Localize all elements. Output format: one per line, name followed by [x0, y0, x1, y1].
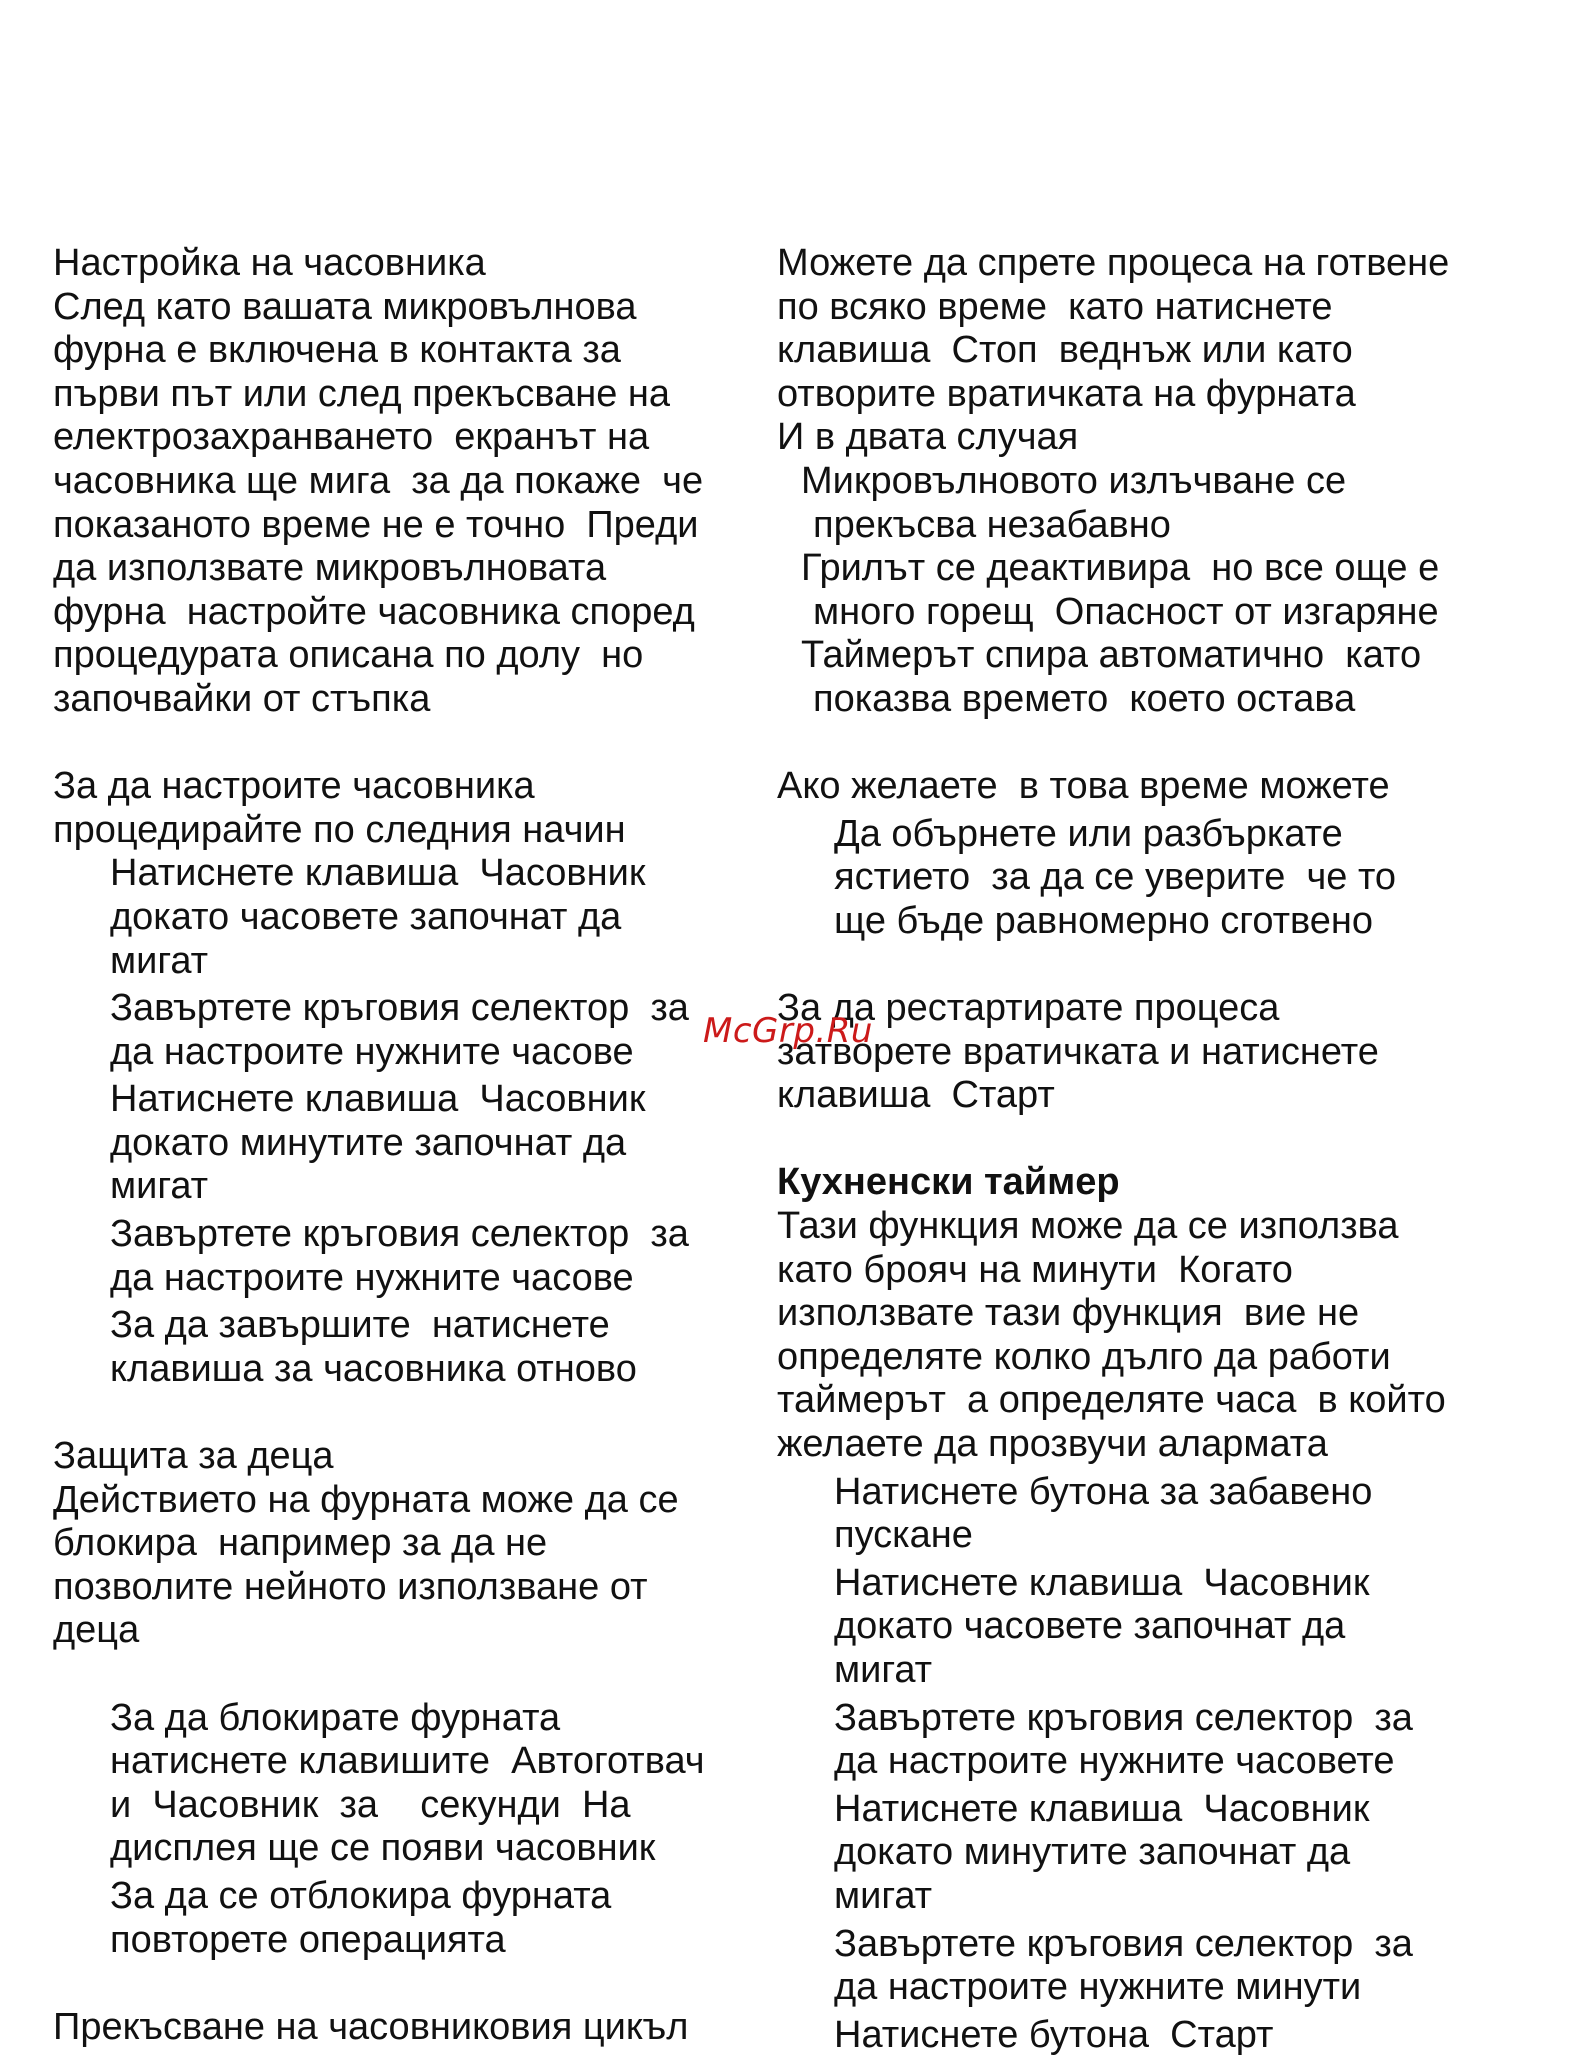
list-item: Микровълновото излъчване се прекъсва незабавно: [801, 459, 1347, 546]
child-lock-steps-list: [53, 1697, 753, 1963]
list-item: Завъртете кръговия селектор за да настроите нужните часове: [110, 987, 689, 1073]
kitchen-timer-heading: Кухненски таймер: [777, 1161, 1120, 1204]
kitchen-timer-paragraph: Тази функция може да се използва като брояч на минути Когато използвате тази функция вие не определяте колко дълго да работи таймерът а определяте часа в който желаете да прозвучи алармата: [777, 1205, 1446, 1466]
list-item: Натиснете клавиша Часовник докато часовете започнат да мигат: [110, 852, 646, 982]
clock-procedure-intro: За да настроите часовника процедирайте по следния начин: [53, 765, 626, 851]
list-item: Натиснете клавиша Часовник докато часовете започнат да мигат: [834, 1561, 1370, 1691]
wish-list: Да обърнете или разбъркате ястието за да се уверите че то ще бъде равномерно сготвено: [834, 812, 1397, 942]
list-item: Натиснете бутона Старт: [834, 2013, 1274, 2056]
stop-cases-list: [777, 460, 1567, 722]
child-lock-paragraph: Действието на фурната може да се блокира например за да не позволите нейното използване от деца: [53, 1478, 679, 1652]
right-column: [777, 242, 1567, 2057]
list-item: Таймерът спира автоматично като показва времето което остава: [801, 634, 1422, 720]
watermark: McGrp.Ru: [703, 1011, 873, 1051]
wish-intro: Ако желаете в това време можете: [777, 765, 1390, 808]
child-lock-heading: Защита за деца: [53, 1435, 334, 1478]
list-item: Завъртете кръговия селектор за да настроите нужните минути: [834, 1922, 1413, 2009]
clock-steps-list: [53, 852, 753, 1391]
list-item: Завъртете кръговия селектор за да настроите нужните часове: [110, 1213, 689, 1299]
left-column: [53, 242, 753, 2049]
list-item: Натиснете бутона за забавено пускане: [834, 1470, 1373, 1557]
list-item: За да се отблокира фурната повторете операцията: [110, 1874, 612, 1961]
list-item: За да блокирате фурната натиснете клавишите Автоготвач и Часовник за секунди На дисплея ще се появи часовник: [110, 1696, 705, 1870]
clock-setting-paragraph: След като вашата микровълнова фурна е включена в контакта за първи път или след прекъсване на електрозахранването екранът на часовника ще мига за да покаже че показаното време не е точно Преди да използвате микровълновата фурна настройте часовника според процедурата описана по долу но започвайки от стъпка: [53, 285, 704, 720]
kitchen-timer-steps-list: [777, 1471, 1567, 2058]
interrupt-cycle-heading: Прекъсване на часовниковия цикъл: [53, 2005, 689, 2048]
restart-paragraph: За да рестартирате процеса затворете вратичката и натиснете клавиша Старт: [777, 987, 1379, 1117]
list-item: За да завършите натиснете клавиша за часовника отново: [110, 1304, 637, 1390]
stop-paragraph: Можете да спрете процеса на готвене по всяко време като натиснете клавиша Стоп веднъж или като отворите вратичката на фурната И в двата случая: [777, 242, 1450, 459]
list-item: Натиснете клавиша Часовник докато минутите започнат да мигат: [110, 1078, 646, 1208]
list-item: Грилът се деактивира но все още е много горещ Опасност от изгаряне: [801, 547, 1440, 633]
list-item: Завъртете кръговия селектор за да настроите нужните часовете: [834, 1696, 1413, 1783]
clock-setting-heading: Настройка на часовника: [53, 242, 486, 284]
list-item: Натиснете клавиша Часовник докато минутите започнат да мигат: [834, 1787, 1370, 1917]
